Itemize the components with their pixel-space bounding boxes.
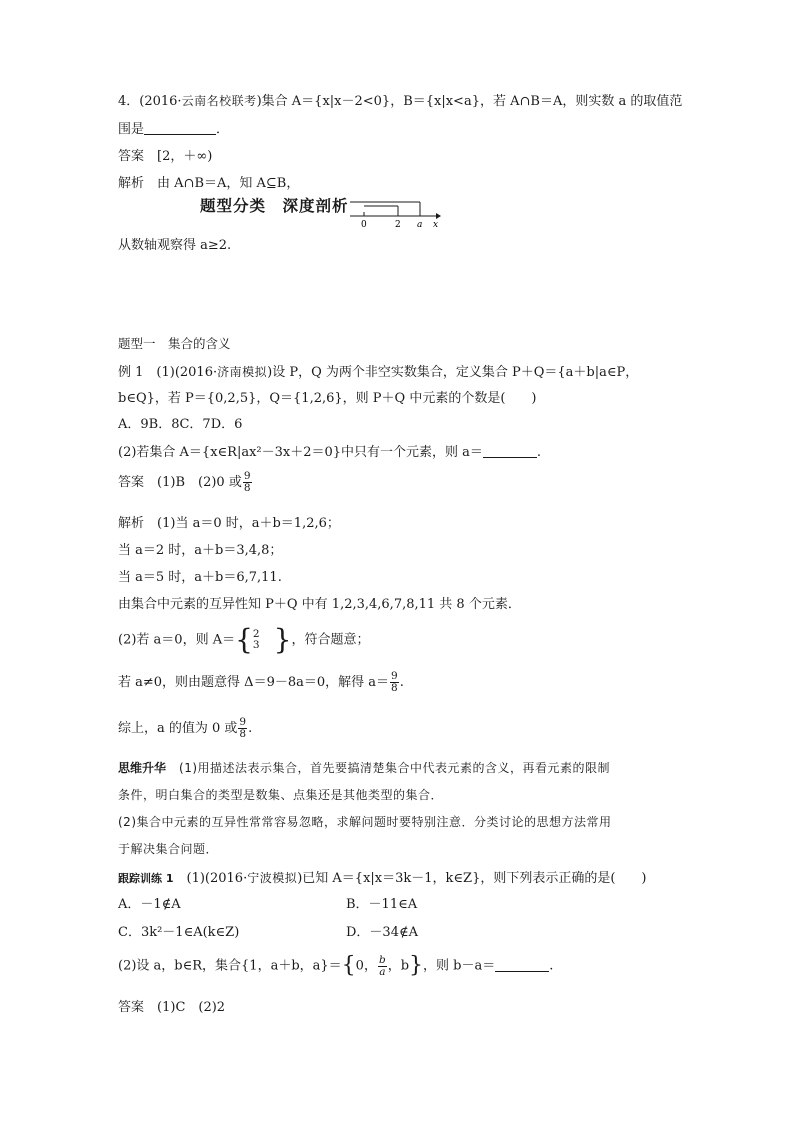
fraction-numerator: b bbox=[378, 953, 386, 966]
fraction-numerator: 9 bbox=[391, 670, 398, 682]
tick-0-label: 0 bbox=[361, 220, 367, 230]
right-brace: } bbox=[273, 623, 292, 656]
solution-line6 bbox=[118, 669, 404, 697]
fraction-9-8 bbox=[238, 717, 247, 740]
q4-prefix: 4．(2016· bbox=[118, 94, 182, 109]
example1-choices: A．9B．8C．7D．6 bbox=[118, 417, 243, 432]
training-q2-end: . bbox=[549, 958, 554, 974]
training-q2-text: (2)设 a，b∈R，集合{1，a＋b，a}＝ bbox=[118, 958, 342, 974]
training-answer bbox=[118, 999, 225, 1017]
right-brace: } bbox=[409, 953, 424, 978]
solution-line7 bbox=[118, 715, 252, 743]
solution-1: (1)当 a＝0 时，a＋b＝1,2,6； bbox=[157, 516, 340, 531]
insight-line1 bbox=[118, 759, 610, 778]
insight-label: 思维升华 bbox=[118, 761, 167, 775]
type1-heading: 题型一 集合的含义 bbox=[118, 336, 231, 351]
solution-line5 bbox=[118, 623, 369, 658]
q4-answer-value: [2，＋∞) bbox=[157, 149, 213, 164]
fraction-9-8 bbox=[390, 671, 399, 694]
fraction-denominator: a bbox=[379, 965, 386, 978]
solution-6-end: . bbox=[399, 675, 404, 690]
analysis-label: 解析 bbox=[118, 176, 145, 191]
solution-7-text: 综上，a 的值为 0 或 bbox=[118, 721, 238, 736]
example1-part2 bbox=[118, 443, 541, 462]
axis-x-label: x bbox=[433, 220, 439, 230]
left-brace: { bbox=[341, 953, 356, 978]
example1-source: 济南模拟 bbox=[217, 365, 268, 379]
fraction-numerator: 9 bbox=[243, 470, 251, 482]
answer-label: 答案 bbox=[118, 149, 145, 164]
training-answer-value: (1)C (2)2 bbox=[157, 1000, 226, 1015]
training-q2-tail: ，则 b－a＝ bbox=[423, 958, 496, 974]
q4-analysis-text: 由 A∩B＝A，知 A⊆B， bbox=[157, 176, 300, 191]
training-q2-blank bbox=[495, 957, 549, 972]
fraction-numerator: 9 bbox=[239, 716, 247, 728]
set-fraction-2-3 bbox=[253, 629, 260, 651]
part2-text: (2)若集合 A＝{x∈R|ax²－3x＋2＝0}中只有一个元素，则 a＝ bbox=[118, 445, 483, 460]
solution-line3: 当 a＝5 时，a＋b＝6,7,11. bbox=[118, 570, 282, 585]
analysis-label: 解析 bbox=[118, 516, 145, 531]
fraction-denominator: 3 bbox=[252, 639, 260, 651]
insight-line3: (2)集合中元素的互异性常常容易忽略，求解问题时要特别注意．分类讨论的思想方法常用 bbox=[118, 815, 612, 829]
q4-answer-blank bbox=[144, 120, 216, 135]
q4-source: 云南名校联考 bbox=[181, 94, 257, 108]
set-element-b: ，b bbox=[387, 958, 410, 974]
left-brace: { bbox=[235, 623, 253, 656]
q4-analysis bbox=[118, 175, 299, 193]
training-label: 跟踪训练 1 bbox=[118, 872, 174, 885]
section-title: 题型分类 深度剖析 bbox=[200, 197, 349, 215]
insight-line4: 于解决集合问题． bbox=[118, 842, 219, 856]
solution-line4: 由集合中元素的互异性知 P＋Q 中有 1,2,3,4,6,7,8,11 共 8 个元素． bbox=[118, 597, 521, 612]
fraction-denominator: 8 bbox=[243, 482, 251, 494]
training-source: 宁波模拟 bbox=[247, 871, 298, 885]
q4-stem-line2 bbox=[118, 120, 229, 139]
solution-line1 bbox=[118, 515, 340, 533]
part2-answer-blank bbox=[483, 443, 537, 458]
example1-prefix: 例 1 (1)(2016· bbox=[118, 365, 218, 380]
answer-label: 答案 bbox=[118, 1000, 145, 1015]
part2-end: . bbox=[536, 445, 542, 460]
training-line1 bbox=[118, 869, 647, 888]
q4-stem-text: )集合 A＝{x|x－2<0}，B＝{x|x<a}，若 A∩B＝A，则实数 a 的取值范 bbox=[256, 94, 683, 109]
insight-text-1: (1)用描述法表示集合，首先要搞清楚集合中代表元素的含义，再看元素的限制 bbox=[179, 761, 611, 775]
example1-line2: b∈Q}，若 P＝{0,2,5}，Q＝{1,2,6}，则 P＋Q 中元素的个数是( ) bbox=[118, 391, 537, 406]
set-element-0: 0， bbox=[355, 958, 377, 974]
option-A: A．－1∉A bbox=[118, 897, 181, 912]
example1-line1 bbox=[118, 363, 638, 382]
example1-answer bbox=[118, 469, 253, 497]
answer-label: 答案 bbox=[118, 475, 145, 490]
fraction-denominator: 8 bbox=[391, 682, 398, 694]
option-C: C．3k²－1∈A(k∈Z) bbox=[118, 925, 240, 940]
solution-line2: 当 a＝2 时，a＋b＝3,4,8； bbox=[118, 543, 283, 558]
solution-5-end: ，符合题意； bbox=[291, 632, 370, 648]
option-B: B．－11∈A bbox=[346, 897, 418, 912]
tick-a-label: a bbox=[417, 220, 423, 230]
q4-conclusion: 从数轴观察得 a≥2. bbox=[118, 238, 232, 253]
solution-5-text: (2)若 a＝0，则 A＝ bbox=[118, 632, 236, 648]
q4-answer bbox=[118, 148, 212, 166]
solution-7-end: . bbox=[248, 721, 253, 736]
fraction-numerator: 2 bbox=[252, 628, 260, 640]
q4-range-text: 围是 bbox=[118, 122, 145, 137]
fraction-denominator: 8 bbox=[239, 728, 247, 740]
training-q2 bbox=[118, 949, 553, 984]
solution-6-text: 若 a≠0，则由题意得 Δ＝9－8a＝0，解得 a＝ bbox=[118, 675, 390, 690]
training-q1-text: )已知 A＝{x|x＝3k－1，k∈Z}，则下列表示正确的是( ) bbox=[297, 871, 647, 886]
fraction-b-a bbox=[378, 955, 387, 978]
example1-text: )设 P，Q 为两个非空实数集合，定义集合 P＋Q＝{a＋b|a∈P， bbox=[267, 365, 639, 380]
axis-arrow-icon bbox=[436, 213, 441, 219]
tick-2-label: 2 bbox=[395, 220, 401, 230]
training-prefix: (1)(2016· bbox=[186, 871, 248, 886]
option-D: D．－34∉A bbox=[346, 925, 418, 940]
fraction-9-8 bbox=[243, 471, 252, 494]
example1-answer-value: (1)B (2)0 或 bbox=[157, 475, 242, 490]
insight-line2: 条件，明白集合的类型是数集、点集还是其他类型的集合． bbox=[118, 788, 444, 802]
q4-stem-line1 bbox=[118, 92, 682, 111]
number-line-diagram bbox=[346, 196, 446, 230]
q4-line-end: ． bbox=[216, 122, 230, 137]
